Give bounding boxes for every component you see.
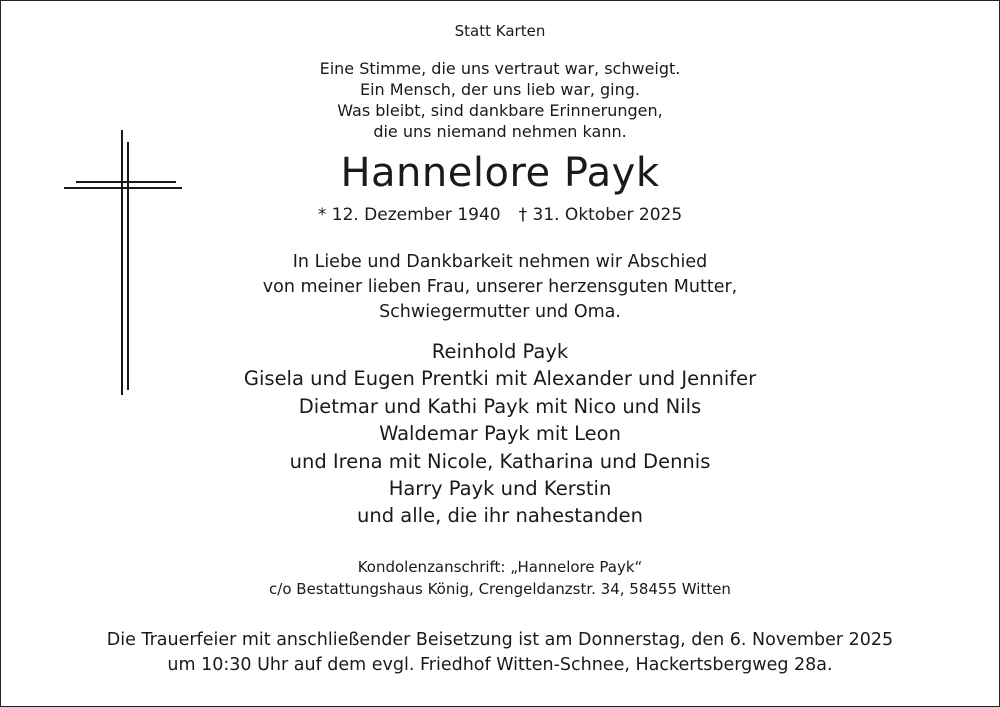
verse-line: Ein Mensch, der uns lieb war, ging. — [360, 80, 640, 99]
death-date: † 31. Oktober 2025 — [518, 205, 683, 225]
birth-date: * 12. Dezember 1940 — [317, 205, 501, 225]
verse-line: die uns niemand nehmen kann. — [373, 122, 627, 141]
condolence-address — [0, 556, 1000, 600]
verse-line: Was bleibt, sind dankbare Erinnerungen, — [337, 101, 663, 120]
funeral-info — [0, 628, 1000, 678]
funeral-line: Die Trauerfeier mit anschließender Beisetzung ist am Donnerstag, den 6. November 2025 — [106, 630, 894, 650]
farewell-line: In Liebe und Dankbarkeit nehmen wir Abschied — [292, 252, 708, 272]
mourners-list — [0, 338, 1000, 530]
mourner-line: Gisela und Eugen Prentki mit Alexander und Jennifer — [243, 367, 757, 391]
deceased-name: Hannelore Payk — [340, 150, 660, 196]
condolence-line: c/o Bestattungshaus König, Crengeldanzstr. 34, 58455 Witten — [269, 580, 731, 598]
farewell-line: Schwiegermutter und Oma. — [379, 302, 621, 322]
header-text: Statt Karten — [454, 22, 546, 40]
mourner-line: Dietmar und Kathi Payk mit Nico und Nils — [298, 394, 702, 418]
condolence-line: Kondolenzanschrift: „Hannelore Payk“ — [357, 558, 643, 576]
farewell-line: von meiner lieben Frau, unserer herzensguten Mutter, — [262, 277, 738, 297]
mourner-line: und alle, die ihr nahestanden — [357, 504, 643, 528]
farewell-text — [0, 250, 1000, 325]
verse — [0, 58, 1000, 142]
life-dates — [0, 205, 1000, 225]
verse-line: Eine Stimme, die uns vertraut war, schweigt. — [319, 59, 681, 78]
mourner-line: Reinhold Payk — [431, 340, 569, 363]
mourner-line: und Irena mit Nicole, Katharina und Dennis — [289, 449, 711, 473]
mourner-line: Waldemar Payk mit Leon — [379, 422, 621, 446]
mourner-line: Harry Payk und Kerstin — [388, 477, 612, 501]
funeral-line: um 10:30 Uhr auf dem evgl. Friedhof Witten-Schnee, Hackertsbergweg 28a. — [167, 655, 833, 675]
